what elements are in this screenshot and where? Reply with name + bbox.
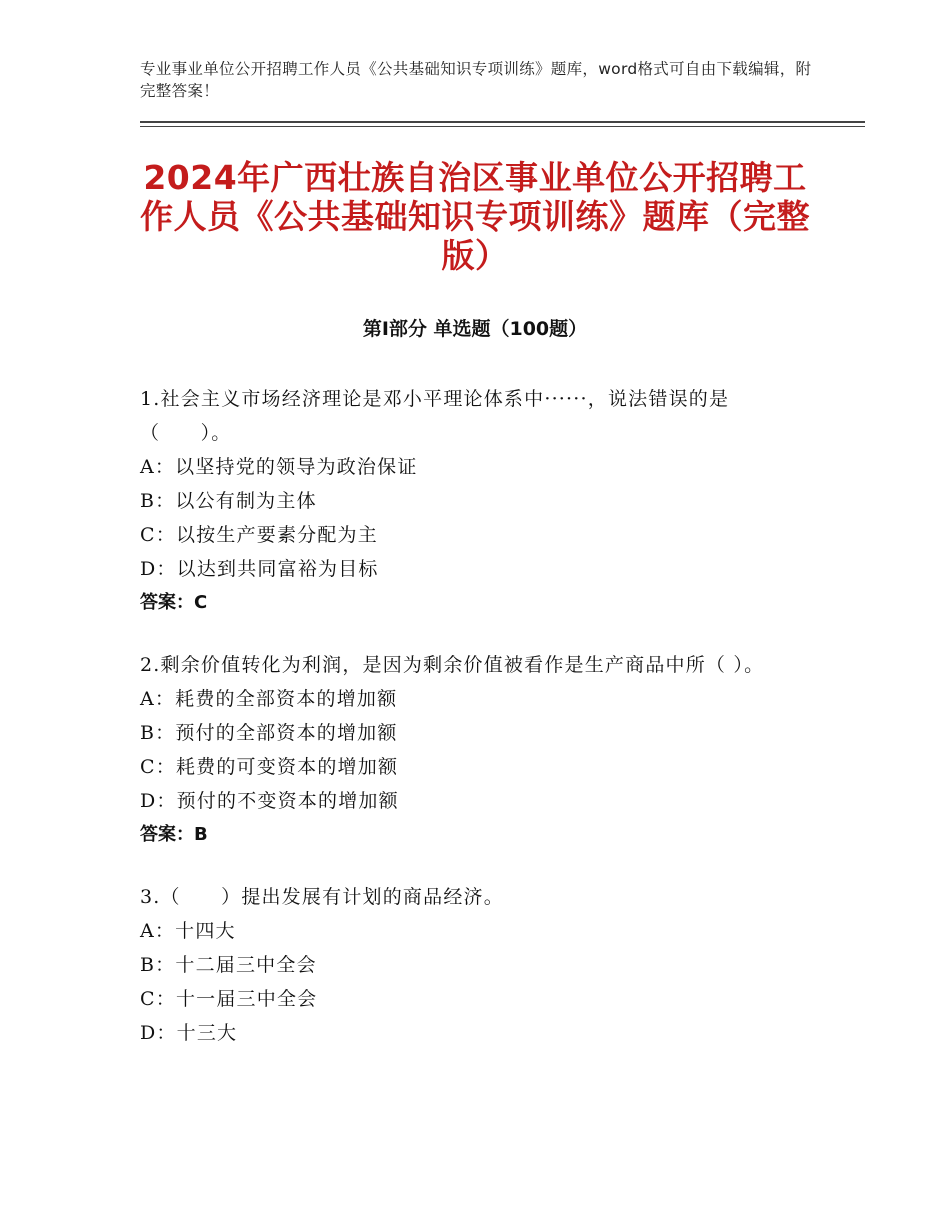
header-rule-thin <box>140 126 865 127</box>
option-d: D：十三大 <box>140 1022 238 1044</box>
section-title: 第I部分 单选题（100题） <box>362 318 588 340</box>
document-title: 2024年广西壮族自治区事业单位公开招聘工作人员《公共基础知识专项训练》题库（完整版） <box>140 158 810 275</box>
question-list <box>140 382 820 1078</box>
option-c: C：十一届三中全会 <box>140 988 318 1010</box>
option-b: B：预付的全部资本的增加额 <box>140 722 398 744</box>
answer: 答案：C <box>140 592 208 613</box>
question-stem: 3.（ ）提出发展有计划的商品经济。 <box>140 886 504 908</box>
option-b: B：以公有制为主体 <box>140 490 317 512</box>
option-c: C：以按生产要素分配为主 <box>140 524 378 546</box>
option-a: A：耗费的全部资本的增加额 <box>140 688 398 710</box>
question-1 <box>140 382 820 620</box>
question-stem: 1.社会主义市场经济理论是邓小平理论体系中······，说法错误的是（ ）。 <box>140 388 730 444</box>
question-stem: 2.剩余价值转化为利润，是因为剩余价值被看作是生产商品中所（ ）。 <box>140 654 765 676</box>
header-rule-thick <box>140 121 865 123</box>
answer: 答案：B <box>140 824 208 845</box>
option-b: B：十二届三中全会 <box>140 954 317 976</box>
question-2 <box>140 648 820 852</box>
option-d: D：以达到共同富裕为目标 <box>140 558 379 580</box>
option-a: A：以坚持党的领导为政治保证 <box>140 456 418 478</box>
header-note: 专业事业单位公开招聘工作人员《公共基础知识专项训练》题库，word格式可自由下载编辑，附完整答案！ <box>140 60 812 100</box>
option-d: D：预付的不变资本的增加额 <box>140 790 399 812</box>
question-3 <box>140 880 820 1050</box>
option-c: C：耗费的可变资本的增加额 <box>140 756 399 778</box>
option-a: A：十四大 <box>140 920 236 942</box>
